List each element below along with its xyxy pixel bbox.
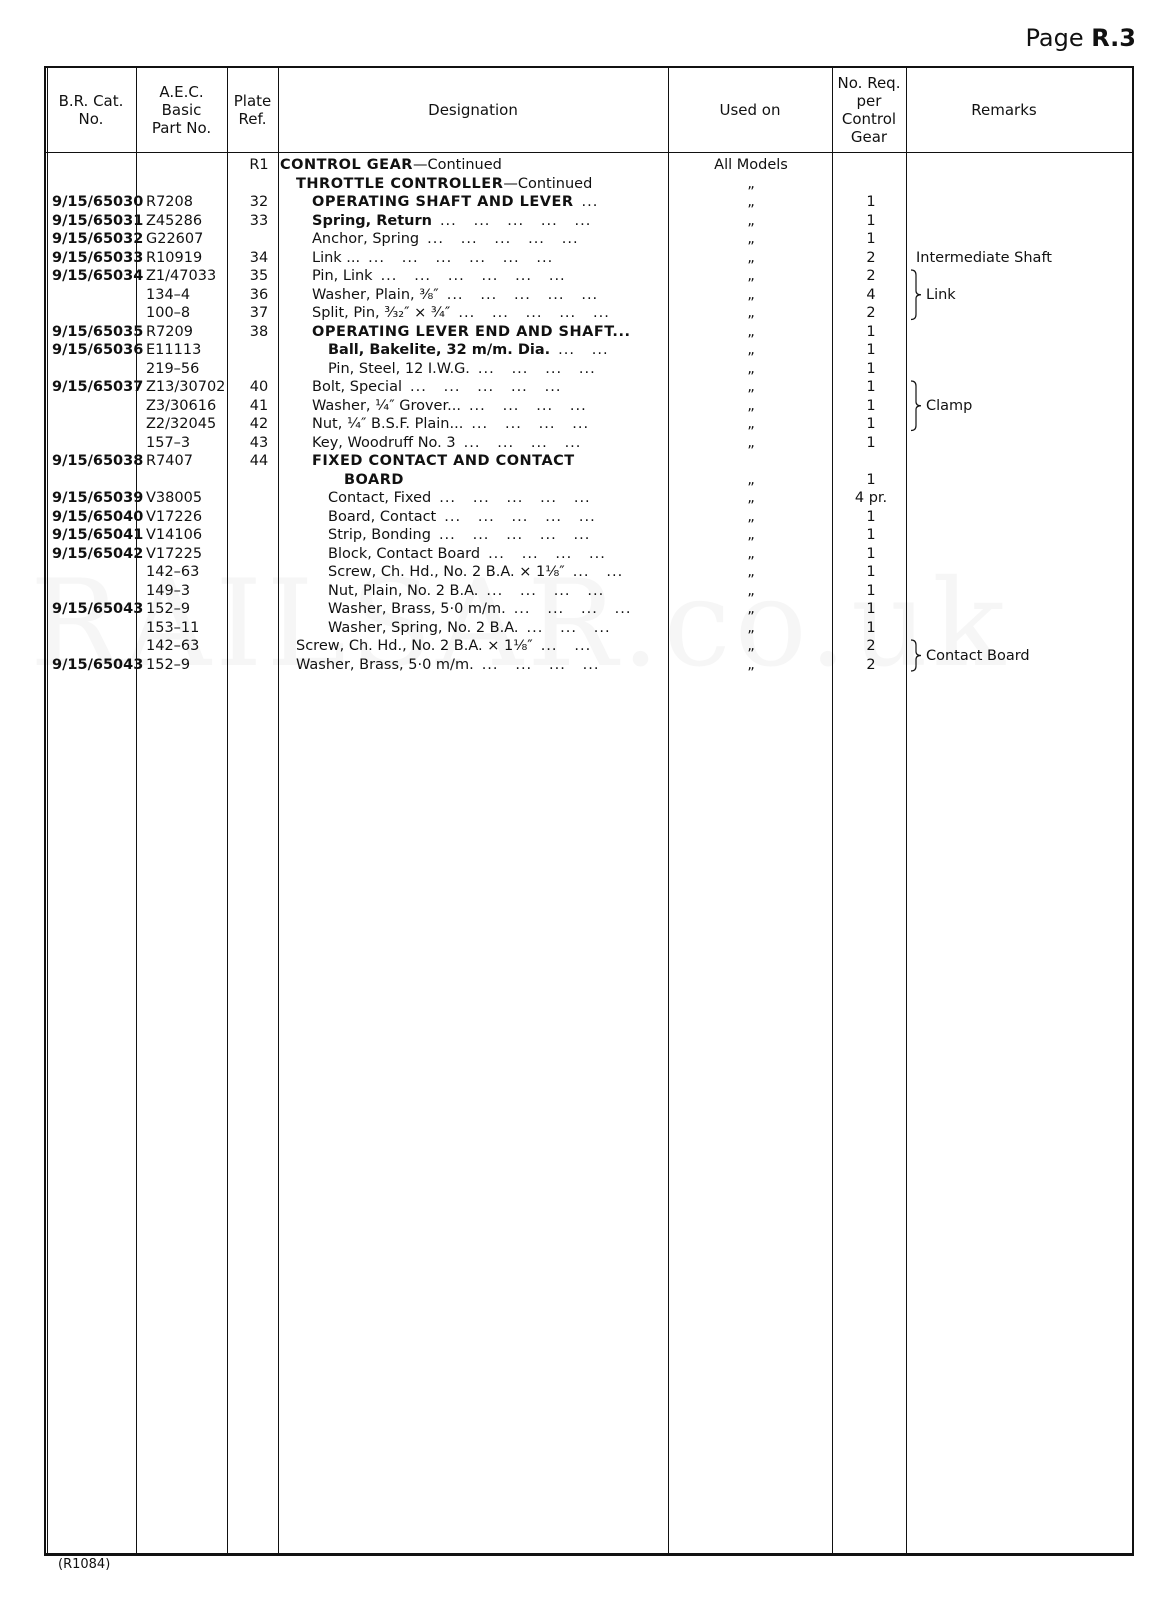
table-row — [46, 545, 1132, 564]
used-on: „ — [747, 249, 755, 266]
designation — [328, 489, 708, 508]
used-on: „ — [747, 545, 755, 562]
br-cat-number: 9/15/65035 — [52, 323, 144, 340]
table-row — [46, 415, 1132, 434]
table-row — [46, 508, 1132, 527]
used-on: „ — [747, 268, 755, 284]
designation — [312, 397, 692, 416]
page-number-value: R.3 — [1091, 24, 1136, 52]
plate-ref: 33 — [249, 212, 269, 229]
plate-ref: R1 — [249, 157, 269, 173]
brace-icon — [910, 380, 922, 432]
leader-dots: ... ... ... ... ... — [439, 212, 592, 229]
header-text: Gear — [850, 128, 888, 146]
header-text: Plate — [233, 92, 272, 110]
table-row — [46, 156, 1132, 175]
designation-text: OPERATING LEVER END AND SHAFT... — [312, 323, 631, 340]
aec-part-number: 149–3 — [146, 582, 191, 599]
used-on: „ — [747, 342, 755, 358]
parts-table — [44, 66, 1134, 1556]
designation — [280, 156, 660, 175]
quantity: 1 — [866, 471, 876, 488]
designation — [312, 193, 692, 212]
aec-part-number: Z3/30616 — [146, 397, 217, 414]
aec-part-number: 134–4 — [146, 286, 191, 303]
designation-text: Link ... — [312, 249, 361, 266]
used-on: „ — [747, 194, 755, 210]
plate-ref: 41 — [249, 397, 269, 414]
header-text: No. Req. — [837, 74, 901, 92]
designation-text: Screw, Ch. Hd., No. 2 B.A. × 1⅛″ — [328, 564, 565, 580]
quantity: 1 — [866, 231, 876, 247]
designation-text: Anchor, Spring — [312, 231, 420, 247]
aec-part-number: R7208 — [146, 194, 193, 210]
leader-dots: ... ... ... ... — [486, 582, 605, 599]
quantity: 4 pr. — [854, 490, 888, 506]
leader-dots: ... ... ... ... — [513, 601, 632, 617]
header-text: Basic — [161, 101, 202, 119]
designation-text: Washer, Plain, ⅜″ — [312, 286, 439, 303]
aec-part-number: 219–56 — [146, 360, 200, 377]
header-aec — [136, 68, 227, 152]
designation — [312, 267, 692, 286]
br-cat-number: 9/15/65042 — [52, 545, 144, 562]
page-number — [1026, 24, 1137, 52]
designation — [328, 360, 708, 379]
table-row — [46, 563, 1132, 582]
table-row — [46, 378, 1132, 397]
designation — [312, 415, 692, 434]
aec-part-number: R10919 — [146, 249, 203, 266]
quantity: 1 — [866, 619, 876, 636]
br-cat-number: 9/15/65036 — [52, 342, 144, 358]
leader-dots: ... ... ... ... ... ... — [380, 268, 566, 284]
used-on: „ — [747, 656, 755, 673]
designation-text: Washer, Brass, 5·0 m/m. — [328, 601, 506, 617]
designation — [328, 619, 708, 638]
used-on: „ — [747, 638, 755, 654]
aec-part-number: V17226 — [146, 508, 203, 525]
designation-text: Washer, ¼″ Grover... — [312, 397, 461, 414]
quantity: 1 — [866, 545, 876, 562]
aec-part-number: E11113 — [146, 342, 202, 358]
designation-suffix: —Continued — [503, 175, 593, 192]
leader-dots: ... ... ... ... — [488, 545, 606, 562]
br-cat-number: 9/15/65043 — [52, 601, 144, 617]
designation — [312, 286, 692, 305]
designation-text: THROTTLE CONTROLLER — [296, 175, 504, 192]
designation — [328, 526, 708, 545]
used-on: „ — [747, 212, 755, 229]
group-brace — [910, 380, 920, 432]
brace-icon — [910, 269, 922, 321]
group-brace — [910, 639, 920, 672]
designation-text: Washer, Brass, 5·0 m/m. — [296, 656, 474, 673]
plate-ref: 43 — [249, 434, 269, 451]
designation — [328, 545, 708, 564]
br-cat-number: 9/15/65034 — [52, 268, 144, 284]
header-qty — [832, 68, 906, 152]
br-cat-number: 9/15/65043 — [52, 656, 144, 673]
quantity: 1 — [866, 564, 876, 580]
header-text: Used on — [719, 101, 781, 119]
designation — [328, 600, 708, 619]
table-body — [46, 156, 1132, 674]
plate-ref: 38 — [249, 323, 269, 340]
header-text: Control — [841, 110, 897, 128]
leader-dots: ... ... ... ... — [471, 416, 590, 432]
designation — [312, 323, 692, 342]
header-text: B.R. Cat. — [58, 92, 124, 110]
used-on: „ — [747, 231, 755, 247]
designation — [312, 434, 692, 453]
designation — [344, 471, 724, 490]
quantity: 1 — [866, 601, 876, 617]
designation-text: Ball, Bakelite, 32 m/m. Dia. — [328, 342, 551, 358]
header-used-on — [668, 68, 832, 152]
leader-dots: ... ... ... ... ... — [439, 490, 591, 506]
aec-part-number: V38005 — [146, 490, 203, 506]
header-text: Ref. — [238, 110, 267, 128]
quantity: 1 — [866, 194, 876, 210]
quantity: 2 — [866, 656, 876, 673]
quantity: 2 — [866, 268, 876, 284]
quantity: 1 — [866, 379, 876, 395]
designation-text: Bolt, Special — [312, 379, 402, 395]
leader-dots: ... ... ... ... ... — [410, 379, 562, 395]
used-on: „ — [747, 175, 755, 192]
table-row — [46, 360, 1132, 379]
table-row — [46, 341, 1132, 360]
leader-dots: ... ... — [558, 342, 609, 358]
designation-text: Split, Pin, ³⁄₃₂″ × ¾″ — [312, 305, 451, 321]
used-on: „ — [747, 360, 755, 377]
group-remark: Contact Board — [926, 647, 1030, 664]
group-remark: Link — [926, 286, 956, 303]
plate-ref: 37 — [249, 305, 269, 321]
used-on: „ — [747, 527, 755, 543]
header-text: Remarks — [971, 101, 1037, 119]
quantity: 1 — [866, 212, 876, 229]
designation — [296, 637, 676, 656]
designation-text: Nut, Plain, No. 2 B.A. — [328, 582, 479, 599]
aec-part-number: 142–63 — [146, 638, 200, 654]
br-cat-number: 9/15/65039 — [52, 490, 144, 506]
header-br-cat — [46, 68, 136, 152]
used-on: „ — [747, 305, 755, 321]
aec-part-number: 152–9 — [146, 656, 191, 673]
designation — [296, 175, 676, 194]
used-on: „ — [747, 286, 755, 303]
remarks: Intermediate Shaft — [916, 249, 1052, 266]
leader-dots: ... — [581, 194, 599, 210]
used-on: „ — [747, 416, 755, 432]
table-row — [46, 600, 1132, 619]
leader-dots: ... ... — [572, 564, 624, 580]
used-on: „ — [747, 508, 755, 525]
page-label: Page — [1025, 24, 1084, 52]
footer-code: (R1084) — [58, 1557, 111, 1572]
table-row — [46, 249, 1132, 268]
br-cat-number: 9/15/65030 — [52, 194, 144, 210]
designation — [296, 656, 676, 675]
used-on: „ — [747, 619, 755, 636]
header-text: A.E.C. — [159, 83, 204, 101]
designation — [312, 230, 692, 249]
used-on: „ — [747, 323, 755, 340]
table-row — [46, 434, 1132, 453]
designation — [328, 341, 708, 360]
quantity: 2 — [866, 638, 876, 654]
plate-ref: 36 — [249, 286, 269, 303]
table-row — [46, 267, 1132, 286]
aec-part-number: 153–11 — [146, 619, 200, 636]
table-row — [46, 323, 1132, 342]
plate-ref: 44 — [249, 453, 269, 469]
plate-ref: 40 — [249, 379, 269, 395]
designation-text: Contact, Fixed — [328, 490, 432, 506]
used-on: „ — [747, 471, 755, 488]
designation — [328, 563, 708, 582]
header-text: No. — [78, 110, 104, 128]
aec-part-number: R7407 — [146, 453, 193, 469]
leader-dots: ... ... ... ... ... ... — [368, 249, 554, 266]
leader-dots: ... ... ... ... ... — [438, 527, 591, 543]
br-cat-number: 9/15/65040 — [52, 508, 144, 525]
quantity: 2 — [866, 249, 876, 266]
designation — [312, 304, 692, 323]
designation-text: Block, Contact Board — [328, 545, 481, 562]
aec-part-number: G22607 — [146, 231, 204, 247]
aec-part-number: Z2/32045 — [146, 416, 217, 432]
leader-dots: ... ... ... ... — [463, 434, 582, 451]
designation-text: CONTROL GEAR — [280, 157, 413, 173]
aec-part-number: Z1/47033 — [146, 268, 217, 284]
used-on: „ — [747, 490, 755, 506]
header-rule — [46, 152, 1132, 153]
plate-ref: 34 — [249, 249, 269, 266]
used-on: „ — [747, 564, 755, 580]
plate-ref: 32 — [249, 194, 269, 210]
group-brace — [910, 269, 920, 321]
aec-part-number: V14106 — [146, 527, 203, 543]
used-on: „ — [747, 601, 755, 617]
table-row — [46, 212, 1132, 231]
table-row — [46, 286, 1132, 305]
br-cat-number: 9/15/65037 — [52, 379, 144, 395]
designation-text: Pin, Link — [312, 268, 373, 284]
brace-icon — [910, 639, 922, 672]
designation-text: Key, Woodruff No. 3 — [312, 434, 456, 451]
quantity: 1 — [866, 527, 876, 543]
designation — [312, 249, 692, 268]
quantity: 1 — [866, 582, 876, 599]
group-remark: Clamp — [926, 397, 973, 414]
aec-part-number: V17225 — [146, 545, 203, 562]
designation-text: Washer, Spring, No. 2 B.A. — [328, 619, 519, 636]
used-on: „ — [747, 434, 755, 451]
aec-part-number: Z13/30702 — [146, 379, 226, 395]
leader-dots: ... ... ... — [526, 619, 611, 636]
designation-text: OPERATING SHAFT AND LEVER — [312, 194, 574, 210]
table-row — [46, 489, 1132, 508]
table-row — [46, 304, 1132, 323]
designation — [328, 508, 708, 527]
used-on: „ — [747, 582, 755, 599]
leader-dots: ... ... ... ... — [477, 360, 596, 377]
br-cat-number: 9/15/65031 — [52, 212, 144, 229]
plate-ref: 35 — [249, 268, 269, 284]
designation-text: BOARD — [344, 471, 404, 488]
designation-text: Strip, Bonding — [328, 527, 431, 543]
quantity: 1 — [866, 508, 876, 525]
quantity: 1 — [866, 397, 876, 414]
used-on: „ — [747, 397, 755, 414]
designation-text: Nut, ¼″ B.S.F. Plain... — [312, 416, 464, 432]
table-row — [46, 452, 1132, 471]
aec-part-number: 100–8 — [146, 305, 191, 321]
header-plate — [227, 68, 278, 152]
designation — [312, 378, 692, 397]
designation-text: Board, Contact — [328, 508, 437, 525]
aec-part-number: 157–3 — [146, 434, 191, 451]
header-designation — [278, 68, 668, 152]
aec-part-number: 142–63 — [146, 564, 200, 580]
designation — [312, 212, 692, 231]
quantity: 2 — [866, 305, 876, 321]
quantity: 1 — [866, 416, 876, 432]
header-remarks — [906, 68, 1102, 152]
br-cat-number: 9/15/65038 — [52, 453, 144, 469]
table-row — [46, 230, 1132, 249]
designation — [328, 582, 708, 601]
table-row — [46, 619, 1132, 638]
br-cat-number: 9/15/65033 — [52, 249, 144, 266]
header-text: Part No. — [151, 119, 212, 137]
br-cat-number: 9/15/65041 — [52, 527, 144, 543]
table-row — [46, 471, 1132, 490]
aec-part-number: R7209 — [146, 323, 193, 340]
designation-text: Spring, Return — [312, 212, 432, 229]
quantity: 4 — [866, 286, 876, 303]
designation — [312, 452, 692, 471]
leader-dots: ... ... — [540, 638, 592, 654]
leader-dots: ... ... ... ... — [481, 656, 600, 673]
leader-dots: ... ... ... ... — [468, 397, 587, 414]
leader-dots: ... ... ... ... ... — [446, 286, 599, 303]
leader-dots: ... ... ... ... ... — [458, 305, 610, 321]
quantity: 1 — [866, 434, 876, 451]
used-on: „ — [747, 379, 755, 395]
aec-part-number: Z45286 — [146, 212, 203, 229]
table-row — [46, 175, 1132, 194]
leader-dots: ... ... ... ... ... — [427, 231, 579, 247]
table-row — [46, 193, 1132, 212]
used-on: All Models — [714, 157, 788, 173]
quantity: 1 — [866, 323, 876, 340]
designation-text: Screw, Ch. Hd., No. 2 B.A. × 1⅛″ — [296, 638, 533, 654]
quantity: 1 — [866, 342, 876, 358]
header-text: per — [856, 92, 882, 110]
header-text: Designation — [428, 101, 518, 119]
table-row — [46, 526, 1132, 545]
plate-ref: 42 — [249, 416, 269, 432]
br-cat-number: 9/15/65032 — [52, 231, 144, 247]
designation-suffix: —Continued — [412, 157, 502, 173]
leader-dots: ... ... ... ... ... — [444, 508, 596, 525]
table-row — [46, 582, 1132, 601]
quantity: 1 — [866, 360, 876, 377]
designation-text: Pin, Steel, 12 I.W.G. — [328, 360, 470, 377]
designation-text: FIXED CONTACT AND CONTACT — [312, 453, 575, 469]
aec-part-number: 152–9 — [146, 601, 191, 617]
